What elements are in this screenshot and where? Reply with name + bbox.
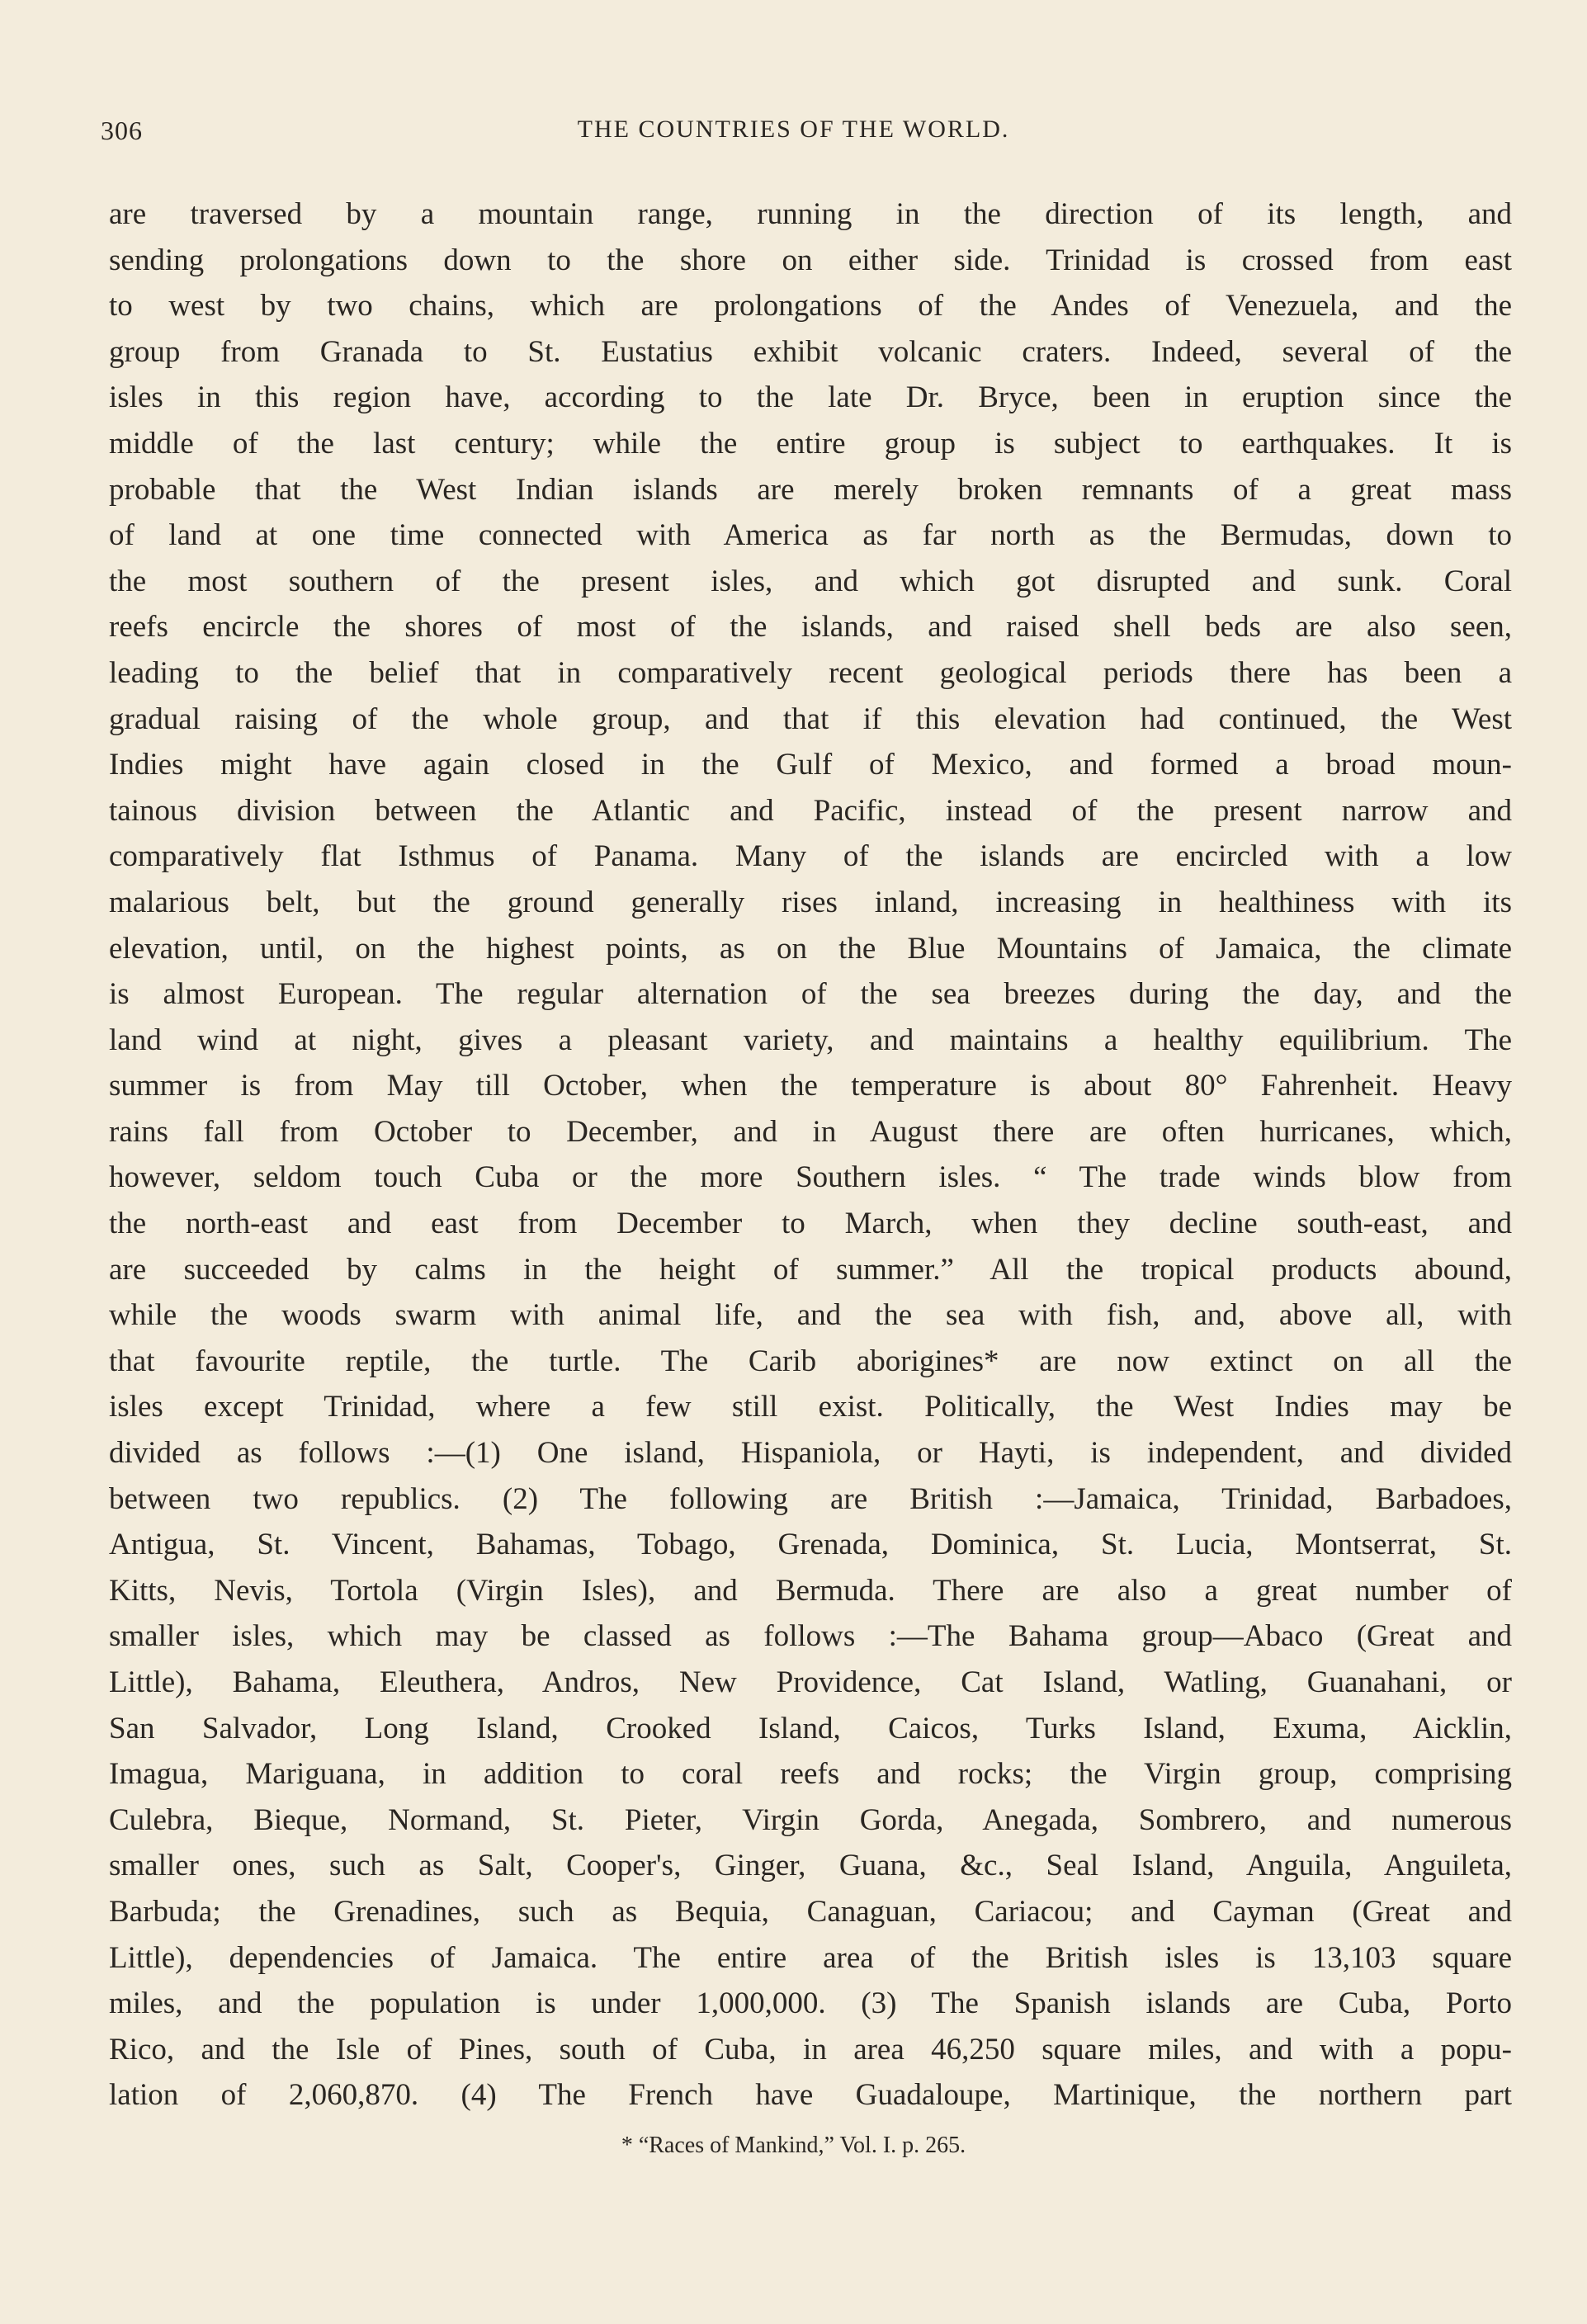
text-line: Culebra, Bieque, Normand, St. Pieter, Virgin Gorda, Anegada, Sombrero, and numerous [109, 1802, 1512, 1837]
text-line: middle of the last century; while the entire group is subject to earthquakes. It is [109, 426, 1512, 461]
text-line: Imagua, Mariguana, in addition to coral reefs and rocks; the Virgin group, comprising [109, 1757, 1512, 1792]
text-line: are succeeded by calms in the height of summer.” All the tropical products abound, [109, 1252, 1512, 1287]
text-line: elevation, until, on the highest points, as on the Blue Mountains of Jamaica, the climate [109, 931, 1512, 966]
body-text [109, 191, 1512, 2119]
text-line: rains fall from October to December, and in August there are often hurricanes, which, [109, 1114, 1512, 1149]
text-line: of land at one time connected with America as far north as the Bermudas, down to [109, 518, 1512, 553]
text-line: is almost European. The regular alternation of the sea breezes during the day, and the [109, 977, 1512, 1012]
text-line: San Salvador, Long Island, Crooked Island, Caicos, Turks Island, Exuma, Aicklin, [109, 1711, 1512, 1745]
text-line: Indies might have again closed in the Gulf of Mexico, and formed a broad moun- [109, 748, 1512, 782]
text-line: that favourite reptile, the turtle. The Carib aborigines* are now extinct on all the [109, 1344, 1512, 1378]
text-line: reefs encircle the shores of most of the islands, and raised shell beds are also seen, [109, 610, 1512, 645]
text-line: Little), dependencies of Jamaica. The entire area of the British isles is 13,103 square [109, 1940, 1512, 1975]
text-line: miles, and the population is under 1,000,000. (3) The Spanish islands are Cuba, Porto [109, 1986, 1512, 2021]
page-number: 306 [101, 116, 143, 145]
text-line: isles except Trinidad, where a few still exist. Politically, the West Indies may be [109, 1390, 1512, 1424]
text-line: Antigua, St. Vincent, Bahamas, Tobago, Grenada, Dominica, St. Lucia, Montserrat, St. [109, 1528, 1512, 1562]
text-line: Little), Bahama, Eleuthera, Andros, New Providence, Cat Island, Watling, Guanahani, or [109, 1665, 1512, 1699]
running-title: THE COUNTRIES OF THE WORLD. [577, 116, 1010, 143]
text-line: tainous division between the Atlantic and Pacific, instead of the present narrow and [109, 793, 1512, 828]
text-line: smaller isles, which may be classed as follows :—The Bahama group—Abaco (Great and [109, 1619, 1512, 1654]
text-line: divided as follows :—(1) One island, Hispaniola, or Hayti, is independent, and divided [109, 1436, 1512, 1471]
text-line: the most southern of the present isles, and which got disrupted and sunk. Coral [109, 564, 1512, 598]
text-line: leading to the belief that in comparatively recent geological periods there has been a [109, 655, 1512, 690]
text-line: Rico, and the Isle of Pines, south of Cuba, in area 46,250 square miles, and with a popu- [109, 2032, 1512, 2067]
text-line: Kitts, Nevis, Tortola (Virgin Isles), and Bermuda. There are also a great number of [109, 1573, 1512, 1608]
text-line: land wind at night, gives a pleasant variety, and maintains a healthy equilibrium. The [109, 1023, 1512, 1057]
text-line: group from Granada to St. Eustatius exhibit volcanic craters. Indeed, several of the [109, 334, 1512, 369]
text-line: probable that the West Indian islands are merely broken remnants of a great mass [109, 472, 1512, 507]
text-line: isles in this region have, according to the late Dr. Bryce, been in eruption since the [109, 380, 1512, 415]
text-line: malarious belt, but the ground generally rises inland, increasing in healthiness with its [109, 885, 1512, 919]
text-line: the north-east and east from December to March, when they decline south-east, and [109, 1207, 1512, 1241]
text-line: smaller ones, such as Salt, Cooper's, Ginger, Guana, &c., Seal Island, Anguila, Anguileta, [109, 1849, 1512, 1883]
text-line: summer is from May till October, when the temperature is about 80° Fahrenheit. Heavy [109, 1069, 1512, 1103]
footnote: * “Races of Mankind,” Vol. I. p. 265. [621, 2133, 966, 2158]
text-line: between two republics. (2) The following are British :—Jamaica, Trinidad, Barbadoes, [109, 1481, 1512, 1516]
text-line: while the woods swarm with animal life, and the sea with fish, and, above all, with [109, 1298, 1512, 1333]
text-line: sending prolongations down to the shore on either side. Trinidad is crossed from east [109, 243, 1512, 277]
text-line: gradual raising of the whole group, and that if this elevation had continued, the West [109, 701, 1512, 736]
text-line: to west by two chains, which are prolongations of the Andes of Venezuela, and the [109, 289, 1512, 324]
text-line: Barbuda; the Grenadines, such as Bequia, Canaguan, Cariacou; and Cayman (Great and [109, 1894, 1512, 1929]
text-line: lation of 2,060,870. (4) The French have Guadaloupe, Martinique, the northern part [109, 2078, 1512, 2113]
text-line: are traversed by a mountain range, running in the direction of its length, and [109, 197, 1512, 231]
text-line: however, seldom touch Cuba or the more Southern isles. “ The trade winds blow from [109, 1160, 1512, 1195]
text-line: comparatively flat Isthmus of Panama. Many of the islands are encircled with a low [109, 839, 1512, 874]
